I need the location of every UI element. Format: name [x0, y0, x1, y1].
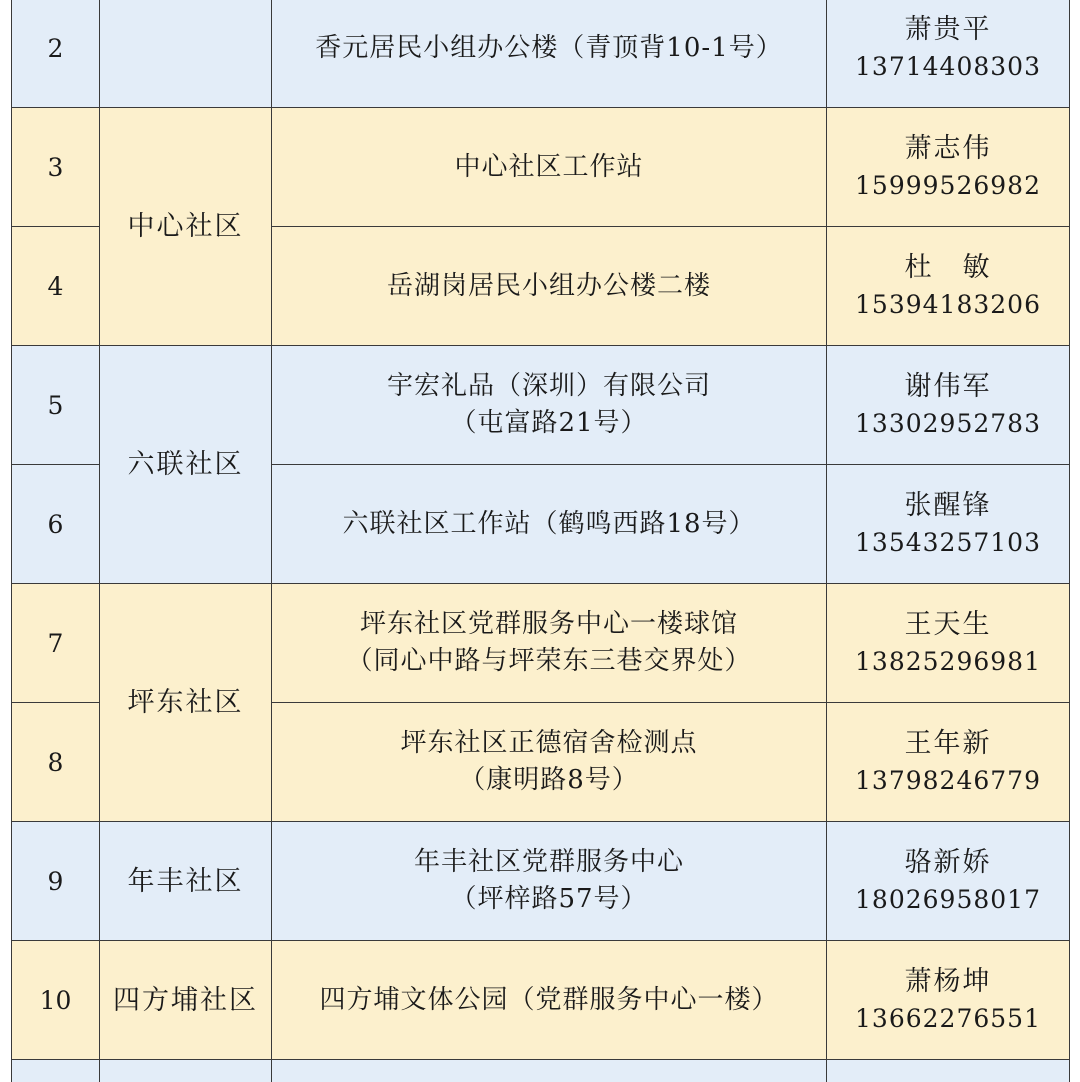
row-number: 2 [12, 0, 100, 108]
table-row [12, 346, 1070, 465]
row-number [12, 1060, 100, 1082]
location-line: （坪梓路57号） [450, 884, 648, 914]
location-line: （屯富路21号） [450, 408, 648, 438]
contact-phone: 13302952783 [855, 409, 1041, 438]
contact-phone: 15999526982 [855, 171, 1041, 200]
row-number: 7 [12, 584, 100, 703]
table-row-partial [12, 1060, 1070, 1082]
table-row [12, 108, 1070, 227]
location-line: 中心社区工作站 [454, 151, 644, 182]
row-number: 4 [12, 227, 100, 346]
location-cell [272, 941, 827, 1060]
contact-phone: 13798246779 [855, 766, 1041, 795]
contact-cell [827, 584, 1070, 703]
location-cell [272, 227, 827, 346]
contact-name: 萧杨坤 [904, 966, 992, 997]
location-line: 宇宏礼品（深圳）有限公司 [386, 371, 711, 401]
location-cell [272, 465, 827, 584]
contact-cell [827, 0, 1070, 108]
location-line: （同心中路与坪荣东三巷交界处） [346, 646, 752, 676]
table-row [12, 584, 1070, 703]
contact-phone: 13543257103 [855, 528, 1041, 557]
contact-cell [827, 227, 1070, 346]
location-line: （康明路8号） [459, 765, 639, 795]
location-line: 四方埔文体公园（党群服务中心一楼） [319, 984, 779, 1015]
location-cell [272, 108, 827, 227]
row-number: 9 [12, 822, 100, 941]
table-row [12, 0, 1070, 108]
location-line: 香元居民小组办公楼（青顶背10-1号） [315, 32, 783, 63]
contact-cell [827, 703, 1070, 822]
community-cell: 四方埔社区 [100, 941, 272, 1060]
location-line: 年丰社区党群服务中心 [413, 847, 684, 877]
contact-phone: 18026958017 [855, 885, 1041, 914]
community-cell [100, 1060, 272, 1082]
contact-phone: 13662276551 [855, 1004, 1041, 1033]
contact-name: 骆新娇 [904, 847, 992, 878]
location-cell [272, 0, 827, 108]
location-line: 坪东社区正德宿舍检测点 [400, 728, 698, 758]
table-row [12, 822, 1070, 941]
contact-name: 萧志伟 [904, 133, 992, 164]
community-cell: 六联社区 [100, 346, 272, 584]
contact-cell [827, 941, 1070, 1060]
contact-phone: 13714408303 [855, 52, 1041, 81]
community-cell: 中心社区 [100, 108, 272, 346]
community-cell: 年丰社区 [100, 822, 272, 941]
row-number: 5 [12, 346, 100, 465]
contact-name: 王天生 [904, 609, 992, 640]
contact-name: 王年新 [904, 728, 992, 759]
contact-name: 杜 敏 [904, 252, 992, 283]
community-cell [100, 0, 272, 108]
testing-sites-table [11, 0, 1070, 1082]
contact-name: 萧贵平 [904, 14, 992, 45]
contact-cell [827, 465, 1070, 584]
location-line: 坪东社区党群服务中心一楼球馆 [359, 609, 738, 639]
contact-phone: 13825296981 [855, 647, 1041, 676]
row-number: 8 [12, 703, 100, 822]
location-line: 六联社区工作站（鹤鸣西路18号） [342, 508, 756, 539]
location-cell [272, 822, 827, 941]
table-row [12, 941, 1070, 1060]
location-cell [272, 346, 827, 465]
row-number: 6 [12, 465, 100, 584]
row-number: 3 [12, 108, 100, 227]
location-cell [272, 703, 827, 822]
contact-name: 谢伟军 [904, 371, 992, 402]
contact-name: 张醒锋 [904, 490, 992, 521]
contact-phone: 15394183206 [855, 290, 1041, 319]
community-cell: 坪东社区 [100, 584, 272, 822]
location-line: 岳湖岗居民小组办公楼二楼 [386, 270, 711, 301]
location-cell [272, 1060, 827, 1082]
contact-cell [827, 822, 1070, 941]
contact-cell [827, 1060, 1070, 1082]
contact-cell [827, 346, 1070, 465]
contact-cell [827, 108, 1070, 227]
row-number: 10 [12, 941, 100, 1060]
location-cell [272, 584, 827, 703]
